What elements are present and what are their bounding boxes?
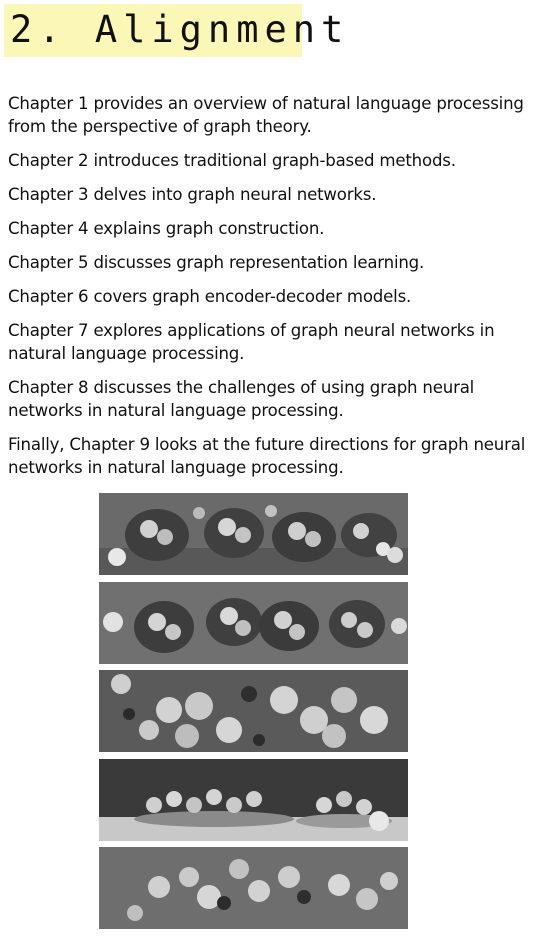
paragraph-chapter-5: Chapter 5 discusses graph representation learning. bbox=[8, 253, 425, 272]
image-strip bbox=[99, 493, 408, 936]
fruit-pile-photo bbox=[99, 670, 408, 752]
paragraph-chapter-7: Chapter 7 explores applications of graph neural networks in natural language processing. bbox=[8, 321, 495, 363]
paragraph-chapter-2: Chapter 2 introduces traditional graph-based methods. bbox=[8, 151, 456, 170]
paragraph-chapter-6: Chapter 6 covers graph encoder-decoder models. bbox=[8, 287, 412, 306]
paragraph-chapter-4: Chapter 4 explains graph construction. bbox=[8, 219, 325, 238]
heading-highlight bbox=[4, 4, 350, 57]
section-heading: 2. Alignment bbox=[10, 8, 350, 51]
fruit-pile-photo bbox=[99, 847, 408, 929]
fruit-baskets-photo bbox=[99, 493, 408, 575]
fruit-platter-photo bbox=[99, 759, 408, 841]
fruit-baskets-photo bbox=[99, 582, 408, 664]
paragraph-chapter-9: Finally, Chapter 9 looks at the future directions for graph neural networks in natural language processing. bbox=[8, 435, 526, 477]
chapter-summary bbox=[8, 92, 528, 490]
paragraph-chapter-8: Chapter 8 discusses the challenges of using graph neural networks in natural language processing. bbox=[8, 378, 475, 420]
paragraph-chapter-1: Chapter 1 provides an overview of natural language processing from the perspective of graph theory. bbox=[8, 94, 524, 136]
paragraph-chapter-3: Chapter 3 delves into graph neural networks. bbox=[8, 185, 377, 204]
